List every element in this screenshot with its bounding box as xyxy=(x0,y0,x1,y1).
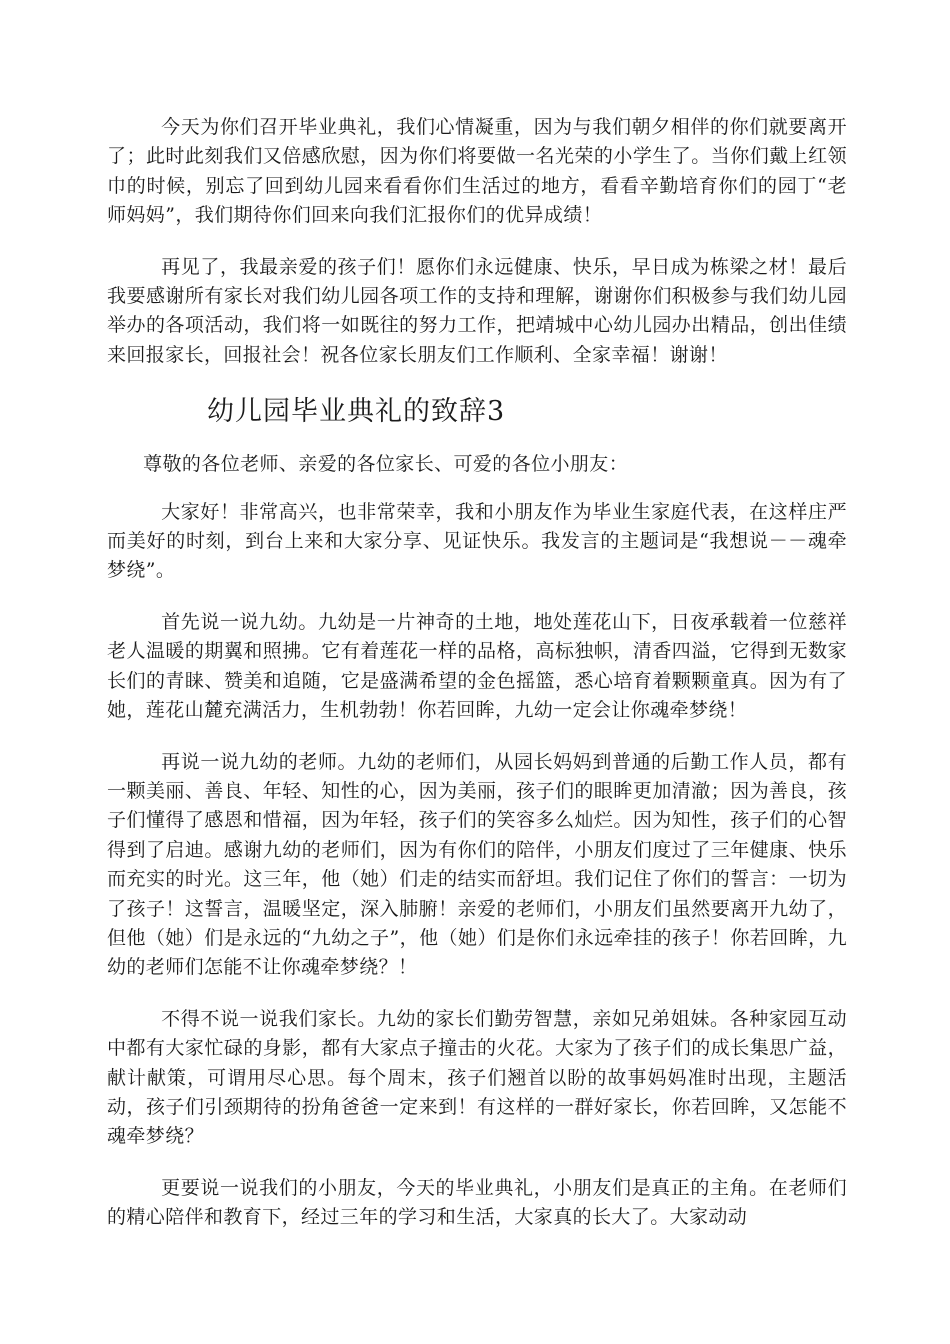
section-heading: 幼儿园毕业典礼的致辞3 xyxy=(207,396,506,428)
paragraph-about-kindergarten: 首先说一说九幼。九幼是一片神奇的土地，地处莲花山下，日夜承载着一位慈祥老人温暖的期翼和照拂。它有着莲花一样的品格，高标独帜，清香四溢，它得到无数家长们的青睐、赞美和追随，它是盛满希望的金色摇篮，悉心培育着颗颗童真。因为有了她，莲花山麓充满活力，生机勃勃！你若回眸，九幼一定会让你魂牵梦绕！ xyxy=(107,610,847,722)
document-body xyxy=(107,113,847,1255)
salutation: 尊敬的各位老师、亲爱的各位家长、可爱的各位小朋友： xyxy=(143,453,629,476)
paragraph-farewell-thanks: 再见了，我最亲爱的孩子们！愿你们永远健康、快乐，早日成为栋梁之材！最后我要感谢所有家长对我们幼儿园各项工作的支持和理解，谢谢你们积极参与我们幼儿园举办的各项活动，我们将一如既往的努力工作，把靖城中心幼儿园办出精品，创出佳绩来回报家长，回报社会！祝各位家长朋友们工作顺利、全家幸福！谢谢！ xyxy=(107,255,847,366)
paragraph-about-children: 更要说一说我们的小朋友，今天的毕业典礼，小朋友们是真正的主角。在老师们的精心陪伴和教育下，经过三年的学习和生活，大家真的长大了。大家动动 xyxy=(107,1176,847,1229)
paragraph-about-parents: 不得不说一说我们家长。九幼的家长们勤劳智慧，亲如兄弟姐妹。各种家园互动中都有大家忙碌的身影，都有大家点子撞击的火花。大家为了孩子们的成长集思广益，献计献策，可谓用尽心思。每个周末，孩子们翘首以盼的故事妈妈准时出现，主题活动，孩子们引颈期待的扮角爸爸一定来到！有这样的一群好家长，你若回眸，又怎能不魂牵梦绕？ xyxy=(107,1007,847,1148)
paragraph-farewell-graduation: 今天为你们召开毕业典礼，我们心情凝重，因为与我们朝夕相伴的你们就要离开了；此时此刻我们又倍感欣慰，因为你们将要做一名光荣的小学生了。当你们戴上红领巾的时候，别忘了回到幼儿园来看看你们生活过的地方，看看辛勤培育你们的园丁“老师妈妈”，我们期待你们回来向我们汇报你们的优异成绩！ xyxy=(107,116,847,227)
paragraph-about-teachers: 再说一说九幼的老师。九幼的老师们，从园长妈妈到普通的后勤工作人员，都有一颗美丽、善良、年轻、知性的心，因为美丽，孩子们的眼眸更加清澈；因为善良，孩子们懂得了感恩和惜福，因为年轻，孩子们的笑容多么灿烂。因为知性，孩子们的心智得到了启迪。感谢九幼的老师们，因为有你们的陪伴，小朋友们度过了三年健康、快乐而充实的时光。这三年，他（她）们走的结实而舒坦。我们记住了你们的誓言：一切为了孩子！这誓言，温暖坚定，深入肺腑！亲爱的老师们，小朋友们虽然要离开九幼了，但他（她）们是永远的“九幼之子”，他（她）们是你们永远牵挂的孩子！你若回眸，九幼的老师们怎能不让你魂牵梦绕？！ xyxy=(107,750,847,979)
paragraph-greeting: 大家好！非常高兴，也非常荣幸，我和小朋友作为毕业生家庭代表，在这样庄严而美好的时刻，到台上来和大家分享、见证快乐。我发言的主题词是“我想说－－魂牵梦绕”。 xyxy=(107,500,847,582)
